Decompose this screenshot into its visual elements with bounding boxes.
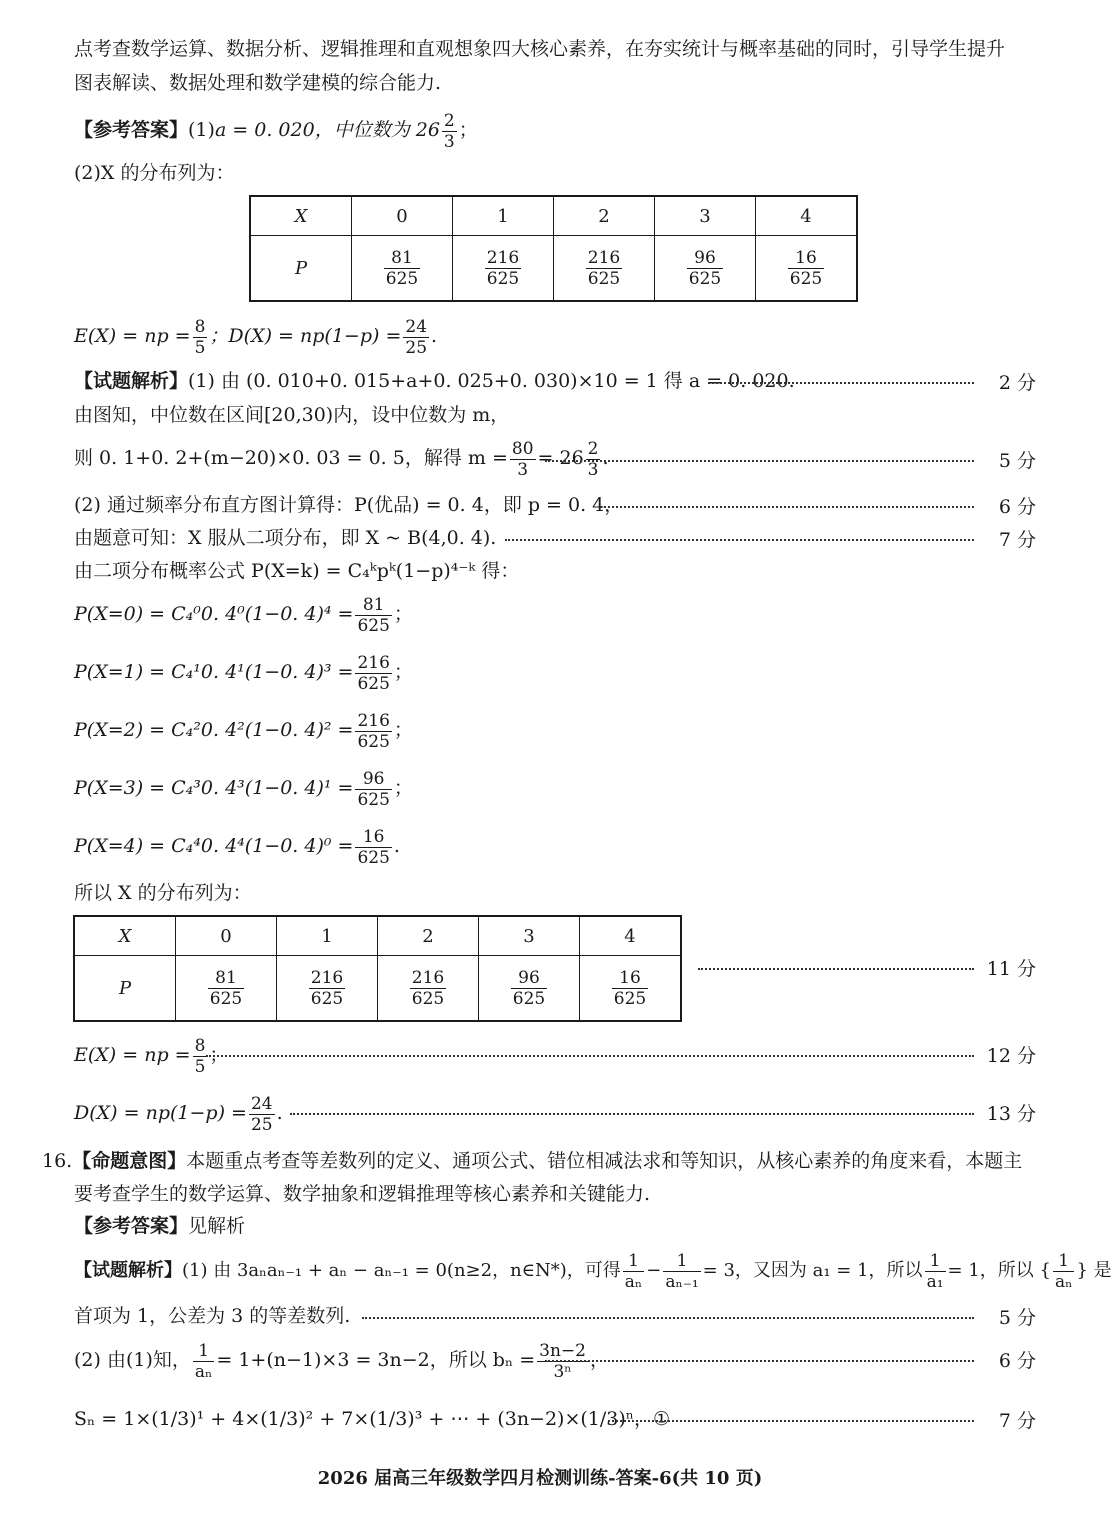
- dot-leader: [698, 968, 974, 970]
- q16-sum-line: Sₙ = 1×(1/3)¹ + 4×(1/3)² + 7×(1/3)³ + ⋯ + (3n−2)×(1/3)ⁿ，①: [74, 1408, 671, 1430]
- ex-fraction: $\frac{8}{5}$: [194, 316, 206, 358]
- table-p-cell: $\frac{216}{625}$: [378, 956, 479, 1022]
- analysis-line-6: 由二项分布概率公式 P(X=k) = C₄ᵏpᵏ(1−p)⁴⁻ᵏ 得：: [74, 560, 520, 582]
- table-x-value: 0: [352, 196, 453, 236]
- dot-leader: [545, 460, 974, 462]
- analysis-line-4: (2) 通过频率分布直方图计算得：P(优品) = 0. 4，即 p = 0. 4，: [74, 494, 624, 516]
- answer-label: 【参考答案】: [74, 119, 189, 141]
- analysis-line-3: 则 0. 1+0. 2+(m−20)×0. 03 = 0. 5，解得 m = $\frac{80}{3}$ = 26 $\frac{2}{3}$ .: [74, 438, 609, 480]
- table-header-p: P: [74, 956, 176, 1022]
- score-label: 7 分: [998, 529, 1036, 551]
- dot-leader: [206, 1055, 974, 1057]
- dot-leader: [600, 506, 974, 508]
- score-label: 6 分: [998, 1350, 1036, 1372]
- ex-lhs: E(X) = np =: [74, 325, 191, 347]
- table-x-value: 1: [453, 196, 554, 236]
- table-x-value: 4: [756, 196, 858, 236]
- dot-leader: [608, 1420, 974, 1422]
- q16-answer-line: 【参考答案】见解析: [74, 1215, 246, 1237]
- distribution-table-2: [73, 915, 682, 1022]
- answer-label-16: 【参考答案】: [74, 1215, 189, 1237]
- median-fraction: [442, 111, 457, 152]
- table-x-value: 2: [554, 196, 655, 236]
- dx-fraction: $\frac{24}{25}$: [405, 316, 428, 358]
- q16-analysis-line-1: 【试题解析】(1) 由 3aₙaₙ₋₁ + aₙ − aₙ₋₁ = 0(n≥2，n∈N*)，可得 $\frac{1}{\text{aₙ}}$ − $\frac{1}{\text{aₙ₋₁}}$ = 3，又因为 a₁ = 1，所以 $\frac{1}{\text{a₁}}$ = 1，所以 { $\frac{1}{\text{aₙ}}$ } 是: [74, 1250, 1112, 1292]
- answer-15-line: [74, 110, 1036, 152]
- answer-part2: (2)X 的分布列为：: [74, 162, 235, 184]
- intent-label: 【命题意图】: [72, 1150, 187, 1172]
- table-p-cell: $\frac{216}{625}$: [277, 956, 378, 1022]
- analysis-line-1: 【试题解析】(1) 由 (0. 010+0. 015+a+0. 025+0. 030)×10 = 1 得 a = 0. 020.: [74, 370, 795, 392]
- table-x-value: 2: [378, 916, 479, 956]
- prob-line: P(X=3) = C₄³0. 4³(1−0. 4)¹ = $\frac{96}{625}$ ；: [74, 768, 413, 810]
- median-den: 3: [443, 131, 455, 152]
- dot-leader: [290, 1113, 974, 1115]
- table-p-cell: $\frac{81}{625}$: [352, 236, 453, 302]
- score-label: 5 分: [998, 1307, 1036, 1329]
- distribution-table-1: [249, 195, 858, 302]
- table-x-value: 1: [277, 916, 378, 956]
- dot-leader: [362, 1317, 974, 1319]
- score-label: 12 分: [986, 1045, 1036, 1067]
- dx-line: D(X) = np(1−p) = $\frac{24}{25}$ .: [74, 1093, 283, 1135]
- score-label: 2 分: [998, 372, 1036, 394]
- table-x-value: 4: [580, 916, 682, 956]
- table-p-cell: $\frac{81}{625}$: [176, 956, 277, 1022]
- score-label: 5 分: [998, 450, 1036, 472]
- analysis-label: 【试题解析】: [74, 370, 189, 392]
- dot-leader: [708, 382, 974, 384]
- table-x-value: 3: [655, 196, 756, 236]
- prob-line: P(X=4) = C₄⁴0. 4⁴(1−0. 4)⁰ = $\frac{16}{625}$ .: [74, 826, 400, 868]
- table-p-cell: $\frac{16}{625}$: [580, 956, 682, 1022]
- score-label: 7 分: [998, 1410, 1036, 1432]
- table-p-cell: $\frac{16}{625}$: [756, 236, 858, 302]
- ex-line: E(X) = np = $\frac{8}{5}$ ；: [74, 1035, 229, 1077]
- dot-leader: [545, 1360, 974, 1362]
- intro-line-2: 图表解读、数据处理和数学建模的综合能力.: [74, 72, 442, 94]
- table-p-cell: $\frac{96}{625}$: [655, 236, 756, 302]
- table-p-cell: $\frac{96}{625}$: [479, 956, 580, 1022]
- table-x-value: 3: [479, 916, 580, 956]
- analysis-line-5: 由题意可知：X 服从二项分布，即 X ~ B(4,0. 4).: [74, 527, 497, 549]
- dot-leader: [505, 539, 974, 541]
- table-x-value: 0: [176, 916, 277, 956]
- expectation-variance-line: E(X) = np = $\frac{8}{5}$ ；D(X) = np(1−p) = $\frac{24}{25}$ .: [74, 316, 438, 358]
- answer-part1-suffix: ；: [458, 119, 478, 141]
- analysis-line-7: 所以 X 的分布列为：: [74, 882, 252, 904]
- q16-analysis-line-2: 首项为 1，公差为 3 的等差数列.: [74, 1305, 351, 1327]
- table-header-p: P: [250, 236, 352, 302]
- table-p-cell: $\frac{216}{625}$: [453, 236, 554, 302]
- q16-intent-line-2: 要考查学生的数学运算、数学抽象和逻辑推理等核心素养和关键能力.: [74, 1183, 651, 1205]
- answer-a-expr: a = 0. 020，中位数为 26: [214, 119, 440, 141]
- analysis-label-16: 【试题解析】: [74, 1260, 182, 1281]
- dx-lhs: ；D(X) = np(1−p) =: [209, 325, 402, 347]
- score-label: 13 分: [986, 1103, 1036, 1125]
- prob-line: P(X=0) = C₄⁰0. 4⁰(1−0. 4)⁴ = $\frac{81}{625}$ ；: [74, 594, 413, 636]
- table-header-x: X: [250, 196, 352, 236]
- q16-intent-line-1: 16.【命题意图】本题重点考查等差数列的定义、通项公式、错位相减法求和等知识，从核心素养的角度来看，本题主: [42, 1150, 1023, 1172]
- page-footer: 2026 届高三年级数学四月检测训练-答案-6(共 10 页): [317, 1468, 763, 1489]
- q16-number: 16.: [42, 1150, 73, 1172]
- intro-line-1: 点考查数学运算、数据分析、逻辑推理和直观想象四大核心素养，在夯实统计与概率基础的同时，引导学生提升: [74, 38, 1006, 60]
- table-p-cell: $\frac{216}{625}$: [554, 236, 655, 302]
- prob-line: P(X=1) = C₄¹0. 4¹(1−0. 4)³ = $\frac{216}{625}$ ；: [74, 652, 413, 694]
- q16-analysis-line-3: (2) 由(1)知， $\frac{1}{\text{aₙ}}$ = 1+(n−1)×3 = 3n−2，所以 bₙ = $\frac{3n-2}{\text{3ⁿ}}$ ，: [74, 1340, 609, 1382]
- score-label: 11 分: [986, 958, 1036, 980]
- prob-line: P(X=2) = C₄²0. 4²(1−0. 4)² = $\frac{216}{625}$ ；: [74, 710, 413, 752]
- score-label: 6 分: [998, 496, 1036, 518]
- table-header-x: X: [74, 916, 176, 956]
- analysis-line-2: 由图知，中位数在区间[20,30)内，设中位数为 m，: [74, 404, 510, 426]
- median-num: 2: [443, 110, 455, 131]
- answer-part1-prefix: (1): [188, 119, 215, 141]
